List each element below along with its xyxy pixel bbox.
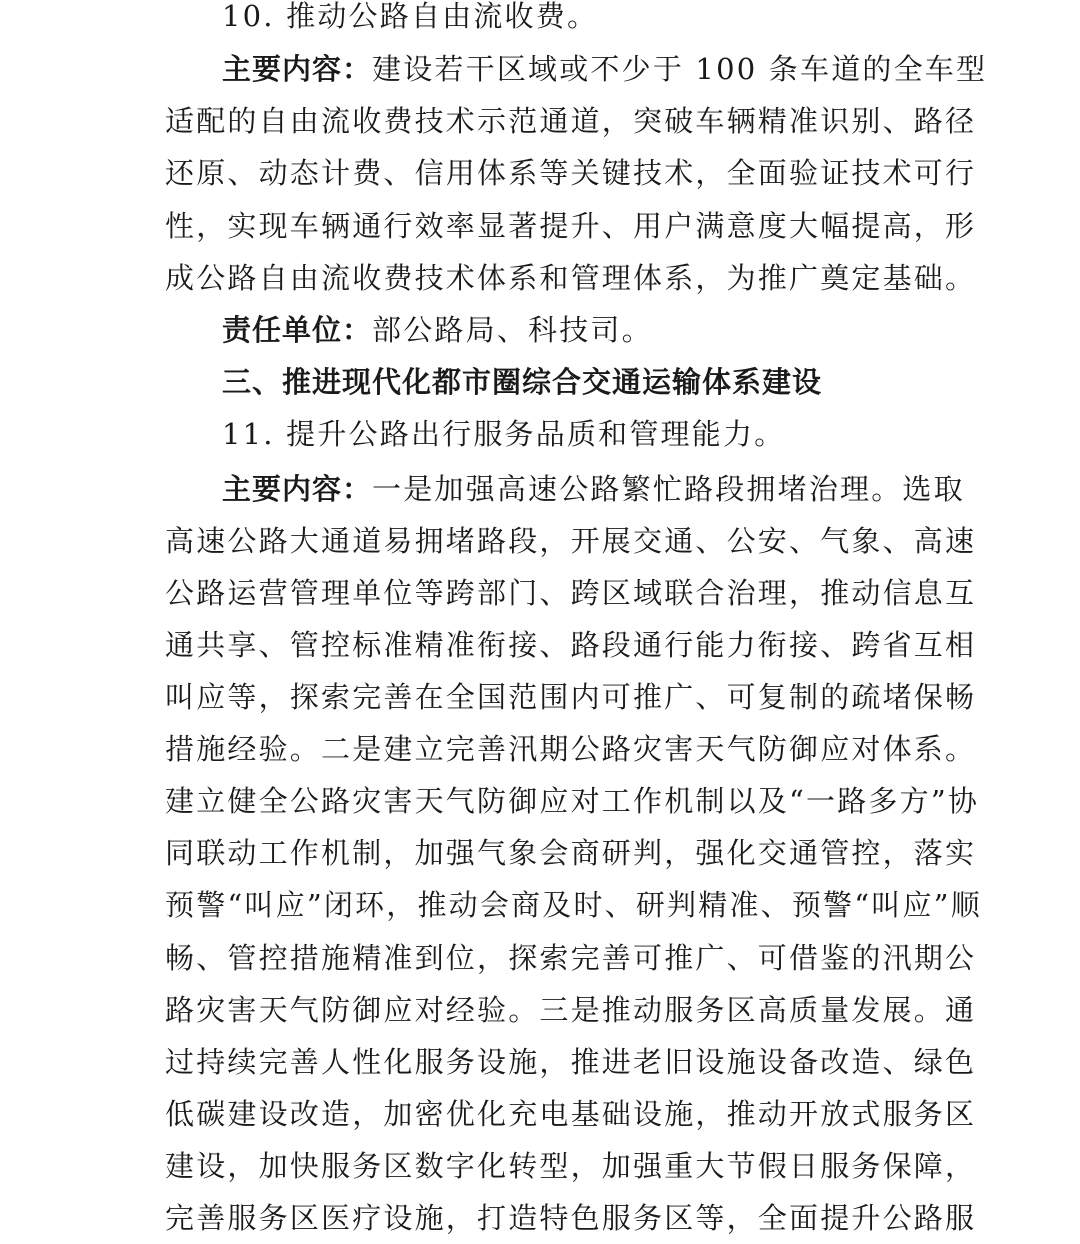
body-line: [165, 879, 982, 931]
body-line: [165, 775, 980, 827]
body-line: [165, 723, 977, 775]
line-text: 适配的自由流收费技术示范通道，突破车辆精准识别、路径: [165, 104, 977, 138]
body-line: [165, 95, 977, 147]
item-11-content-line: [222, 463, 965, 515]
line-text: 叫应等，探索完善在全国范围内可推广、可复制的疏堵保畅: [165, 680, 977, 714]
line-text: 还原、动态计费、信用体系等关键技术，全面验证技术可行: [165, 156, 977, 190]
section-title: 三、推进现代化都市圈综合交通运输体系建设: [222, 365, 823, 399]
line-text: 部公路局、科技司。: [372, 313, 653, 347]
content-label: 主要内容：: [222, 52, 373, 86]
body-line: [165, 1036, 977, 1088]
line-text: 公路运营管理单位等跨部门、跨区域联合治理，推动信息互: [165, 576, 977, 610]
item-10-content-line: [222, 43, 988, 95]
line-text: 畅、管控措施精准到位，探索完善可推广、可借鉴的汛期公: [165, 941, 977, 975]
responsible-label: 责任单位：: [222, 313, 373, 347]
item-10-heading: [222, 0, 917, 42]
body-line: [165, 200, 977, 252]
line-text: 建设，加快服务区数字化转型，加强重大节假日服务保障，: [165, 1149, 977, 1183]
body-line: [165, 1088, 977, 1140]
line-text: 措施经验。二是建立完善汛期公路灾害天气防御应对体系。: [165, 732, 977, 766]
body-line: [165, 147, 977, 199]
line-text: 低碳建设改造，加密优化充电基础设施，推动开放式服务区: [165, 1097, 977, 1131]
line-text: 高速公路大通道易拥堵路段，开展交通、公安、气象、高速: [165, 524, 977, 558]
line-text: 通共享、管控标准精准衔接、路段通行能力衔接、跨省互相: [165, 628, 977, 662]
line-text: 一是加强高速公路繁忙路段拥堵治理。选取: [372, 472, 965, 506]
line-text: 路灾害天气防御应对经验。三是推动服务区高质量发展。通: [165, 993, 977, 1027]
line-text: 预警“叫应”闭环，推动会商及时、研判精准、预警“叫应”顺: [165, 888, 982, 922]
body-line: [165, 1140, 977, 1192]
section-3-heading: [222, 356, 917, 408]
body-line: [165, 932, 977, 984]
line-text: 成公路自由流收费技术体系和管理体系，为推广奠定基础。: [165, 261, 977, 295]
line-text: 建立健全公路灾害天气防御应对工作机制以及“一路多方”协: [165, 784, 980, 818]
responsible-unit-line: [222, 304, 917, 356]
body-line: [165, 567, 977, 619]
body-line: [165, 515, 977, 567]
line-text: 完善服务区医疗设施，打造特色服务区等，全面提升公路服: [165, 1201, 977, 1235]
line-text: 10. 推动公路自由流收费。: [222, 0, 599, 33]
body-line: [165, 252, 977, 304]
body-line: [165, 827, 977, 879]
body-line: [165, 671, 977, 723]
line-text: 建设若干区域或不少于 100 条车道的全车型: [372, 52, 988, 86]
content-label: 主要内容：: [222, 472, 373, 506]
body-line: [165, 619, 977, 671]
body-line: [165, 1192, 977, 1244]
line-text: 11. 提升公路出行服务品质和管理能力。: [222, 417, 786, 451]
line-text: 过持续完善人性化服务设施，推进老旧设施设备改造、绿色: [165, 1045, 977, 1079]
line-text: 性，实现车辆通行效率显著提升、用户满意度大幅提高，形: [165, 209, 977, 243]
item-11-heading: [222, 408, 917, 460]
line-text: 同联动工作机制，加强气象会商研判，强化交通管控，落实: [165, 836, 977, 870]
body-line: [165, 984, 977, 1036]
